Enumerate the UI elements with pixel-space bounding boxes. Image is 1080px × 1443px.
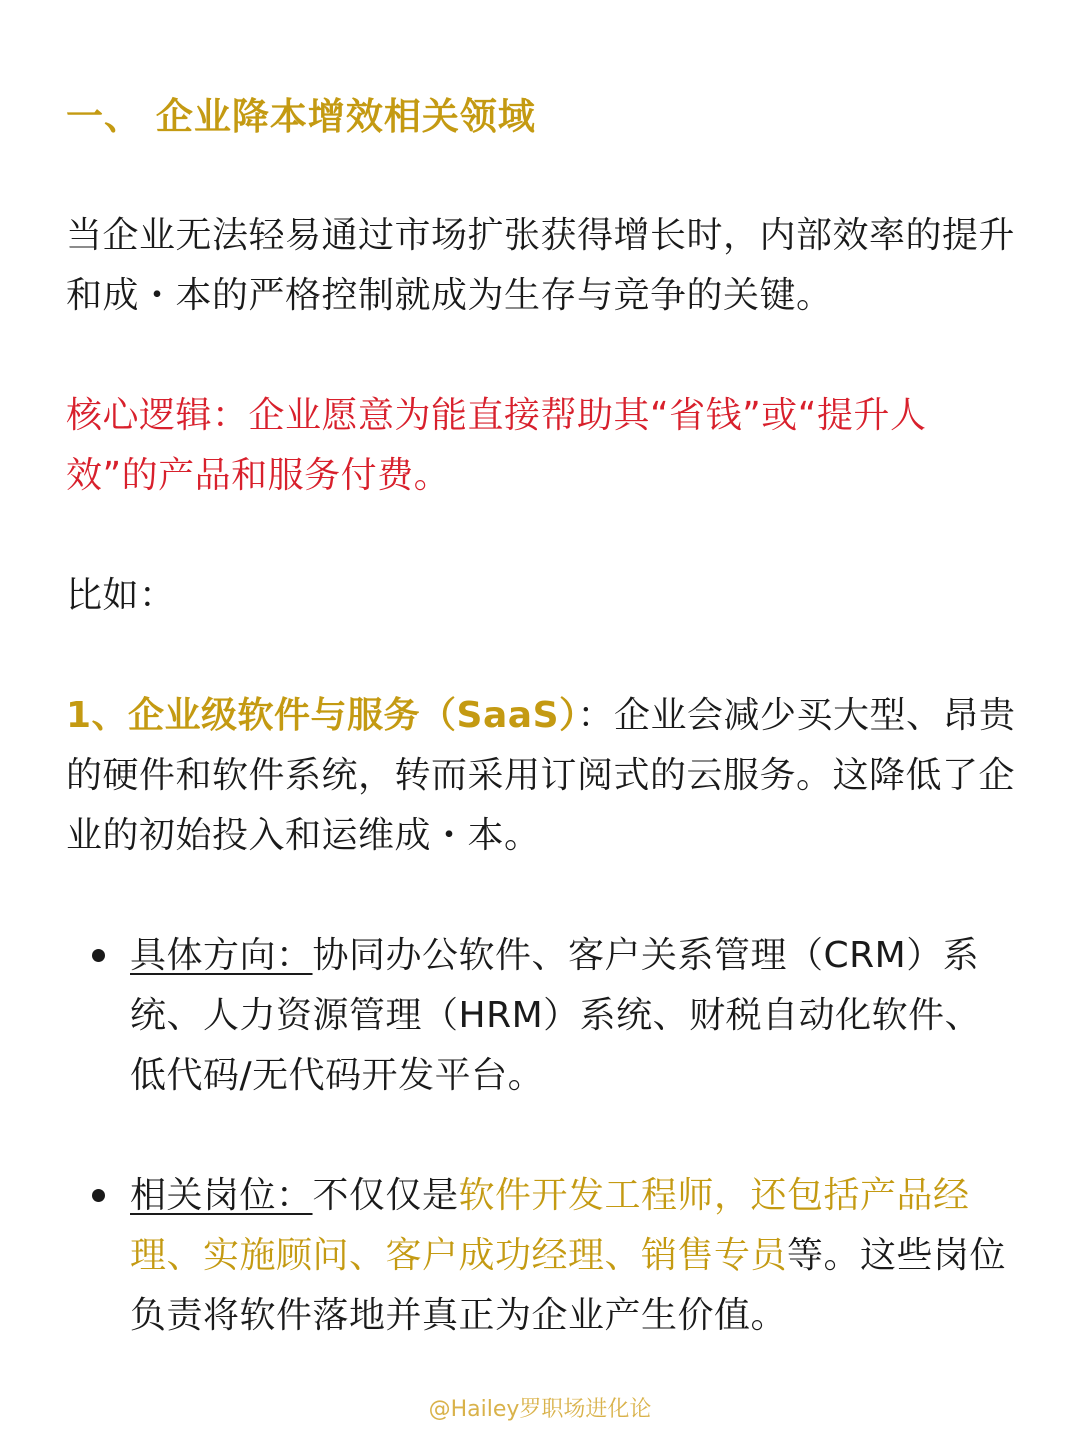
saas-title: 1、企业级软件与服务（SaaS） [66, 695, 578, 736]
bullet-dot-icon [92, 1189, 105, 1202]
section-heading: 一、 企业降本增效相关领域 [66, 95, 536, 138]
example-label: 比如： [66, 575, 176, 616]
bullet-dot-icon [92, 949, 105, 962]
intro-paragraph: 当企业无法轻易通过市场扩张获得增长时，内部效率的提升和成・本的严格控制就成为生存与竞争的关键。 [66, 215, 1016, 316]
positions-text-after: 等。这些岗位负责将软件落地并真正为企业产生价值。 [130, 1235, 1007, 1336]
saas-body: ：企业会减少买大型、昂贵的硬件和软件系统，转而采用订阅式的云服务。这降低了企业的初始投入和运维成・本。 [66, 695, 1016, 856]
positions-highlight: 软件开发工程师，还包括产品经理、实施顾问、客户成功经理、销售专员 [130, 1175, 970, 1276]
direction-label: 具体方向： [130, 935, 313, 976]
positions-text-before: 不仅仅是 [312, 1175, 459, 1216]
bullet-positions [130, 1166, 1010, 1346]
core-logic-paragraph: 核心逻辑：企业愿意为能直接帮助其“省钱”或“提升人效”的产品和服务付费。 [66, 395, 927, 496]
watermark: @Hailey罗职场进化论 [428, 1397, 652, 1422]
positions-label: 相关岗位： [130, 1175, 313, 1216]
saas-paragraph [66, 686, 1016, 866]
direction-text: 协同办公软件、客户关系管理（CRM）系统、人力资源管理（HRM）系统、财税自动化软件、低代码/无代码开发平台。 [130, 935, 982, 1096]
bullet-direction [130, 926, 1010, 1106]
